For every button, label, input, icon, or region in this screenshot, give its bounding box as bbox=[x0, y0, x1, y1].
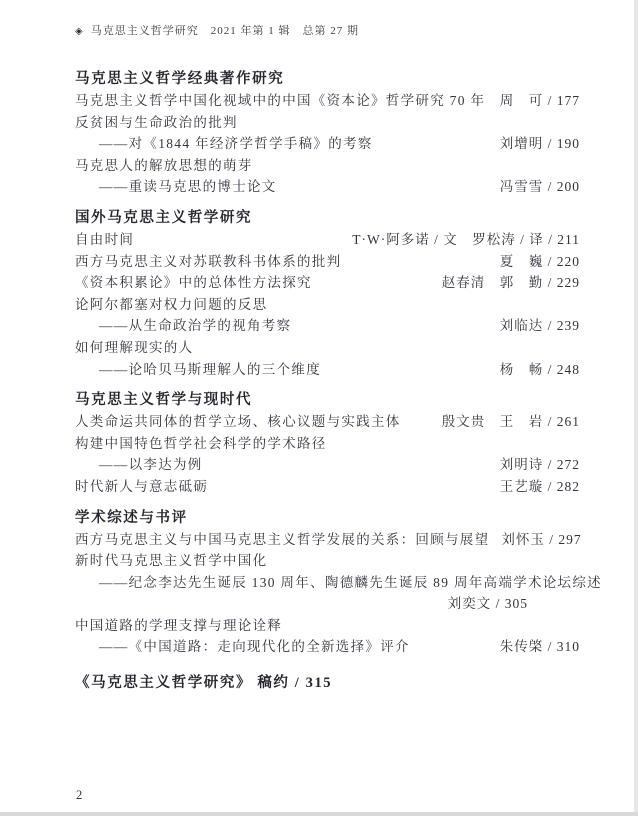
toc-entry bbox=[75, 294, 580, 316]
running-header-text: 马克思主义哲学研究 2021 年第 1 辑 总第 27 期 bbox=[90, 25, 359, 37]
toc-entry bbox=[75, 359, 580, 381]
toc-entry bbox=[75, 636, 580, 658]
entry-author-page: 刘增明 / 190 bbox=[499, 136, 580, 152]
table-of-contents bbox=[75, 68, 602, 694]
scan-edge-bottom bbox=[0, 812, 638, 816]
entry-title: ——《中国道路：走向现代化的全新选择》评介 bbox=[99, 639, 410, 655]
entry-title: ——重读马克思的博士论文 bbox=[99, 179, 277, 195]
toc-sections bbox=[75, 68, 602, 658]
section-heading: 学术综述与书评 bbox=[75, 509, 188, 526]
toc-entry bbox=[75, 433, 580, 455]
entry-title: ——从生命政治学的视角考察 bbox=[99, 318, 292, 334]
toc-entry bbox=[75, 251, 580, 273]
entry-author-page: 冯雪雪 / 200 bbox=[499, 179, 580, 195]
entry-author-page: 殷文贵 王 岩 / 261 bbox=[441, 414, 580, 430]
toc-entry bbox=[75, 411, 580, 433]
entry-author-page: 赵春清 郭 勤 / 229 bbox=[441, 275, 580, 291]
toc-entry bbox=[75, 454, 580, 476]
toc-entry bbox=[75, 272, 580, 294]
entry-title: 论阿尔都塞对权力问题的反思 bbox=[75, 296, 268, 312]
entry-title: 马克思人的解放思想的萌芽 bbox=[75, 157, 253, 173]
journal-notice-text: 《马克思主义哲学研究》 稿约 / 315 bbox=[75, 675, 333, 692]
toc-entry bbox=[75, 550, 580, 572]
toc-entry bbox=[75, 572, 602, 594]
entry-author-page: 王艺璇 / 282 bbox=[499, 478, 580, 494]
entry-title: 人类命运共同体的哲学立场、核心议题与实践主体 bbox=[75, 414, 401, 430]
page-number: 2 bbox=[76, 788, 83, 802]
diamond-icon: ◈ bbox=[75, 26, 84, 37]
entry-author-page: 周 可 / 177 bbox=[499, 93, 580, 108]
journal-notice-line bbox=[75, 672, 580, 694]
toc-entry bbox=[75, 229, 580, 251]
toc-entry bbox=[75, 337, 580, 359]
entry-title: ——以李达为例 bbox=[99, 457, 203, 473]
toc-section bbox=[75, 507, 602, 659]
section-heading: 马克思主义哲学与现时代 bbox=[75, 392, 253, 409]
toc-entry bbox=[75, 155, 580, 177]
toc-section bbox=[75, 207, 580, 380]
entry-author-page: 杨 畅 / 248 bbox=[499, 361, 580, 377]
toc-entry bbox=[75, 593, 580, 615]
entry-title: 中国道路的学理支撑与理论诠释 bbox=[75, 617, 283, 633]
section-heading: 马克思主义哲学经典著作研究 bbox=[75, 71, 285, 87]
toc-entry bbox=[75, 476, 580, 498]
running-header bbox=[75, 22, 359, 38]
toc-entry bbox=[75, 176, 580, 198]
entry-title: 西方马克思主义对苏联教科书体系的批判 bbox=[75, 253, 342, 269]
toc-entry bbox=[75, 615, 580, 637]
entry-title: ——对《1844 年经济学哲学手稿》的考察 bbox=[99, 136, 373, 152]
entry-title: ——论哈贝马斯理解人的三个维度 bbox=[99, 361, 321, 377]
entry-author-page: 朱传棨 / 310 bbox=[499, 639, 580, 655]
entry-author-page: 刘怀玉 / 297 bbox=[501, 531, 582, 547]
entry-title: 西方马克思主义与中国马克思主义哲学发展的关系：回顾与展望 bbox=[75, 531, 490, 547]
toc-section bbox=[75, 68, 580, 198]
scan-edge-right bbox=[634, 0, 638, 816]
entry-author-page: 夏 巍 / 220 bbox=[499, 253, 580, 269]
entry-author-page: 刘明诗 / 272 bbox=[499, 457, 580, 473]
entry-title: 时代新人与意志砥砺 bbox=[75, 478, 209, 494]
entry-title: 自由时间 bbox=[75, 231, 135, 247]
toc-entry bbox=[75, 90, 580, 112]
toc-entry bbox=[75, 315, 580, 337]
entry-author-page: T·W·阿多诺 / 文 罗松涛 / 译 / 211 bbox=[352, 231, 580, 247]
entry-author-page: 刘临达 / 239 bbox=[499, 318, 580, 334]
entry-title: 新时代马克思主义哲学中国化 bbox=[75, 553, 268, 569]
entry-title: 马克思主义哲学中国化视域中的中国《资本论》哲学研究 70 年 bbox=[75, 93, 486, 108]
toc-entry bbox=[75, 112, 580, 134]
toc-entry bbox=[75, 133, 580, 155]
entry-title: 《资本积累论》中的总体性方法探究 bbox=[75, 275, 312, 291]
entry-title: 构建中国特色哲学社会科学的学术路径 bbox=[75, 435, 327, 451]
entry-title: 如何理解现实的人 bbox=[75, 339, 194, 355]
entry-title: ——纪念李达先生诞辰 130 周年、陶德麟先生诞辰 89 周年高端学术论坛综述 bbox=[99, 574, 602, 590]
entry-title: 反贫困与生命政治的批判 bbox=[75, 114, 238, 130]
section-heading: 国外马克思主义哲学研究 bbox=[75, 209, 253, 226]
entry-author-page: 刘奕文 / 305 bbox=[447, 596, 528, 612]
toc-section bbox=[75, 389, 580, 497]
toc-entry bbox=[75, 529, 580, 551]
